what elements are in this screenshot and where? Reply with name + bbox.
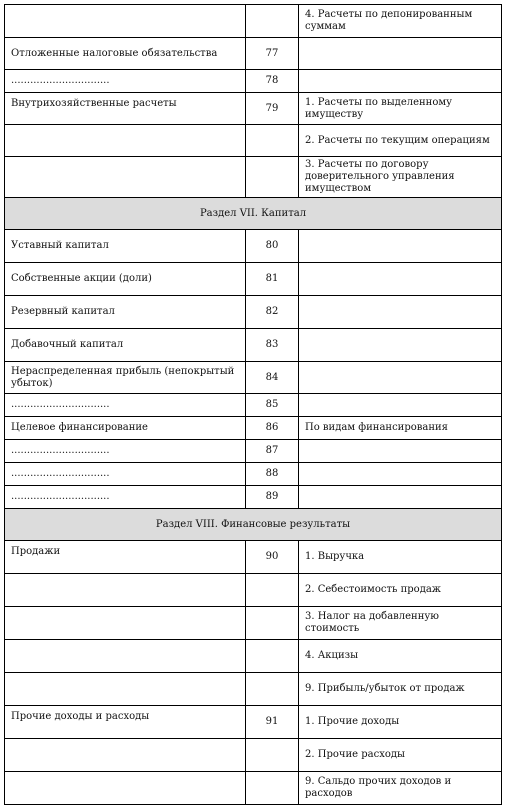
table-row <box>5 417 502 440</box>
subaccount-name: 1. Выручка <box>299 541 502 574</box>
table-row <box>5 706 502 739</box>
account-name: Целевое финансирование <box>5 417 246 440</box>
table-row <box>5 739 502 772</box>
account-name <box>5 640 246 673</box>
account-name <box>5 607 246 640</box>
account-number <box>246 607 299 640</box>
table-row <box>5 93 502 125</box>
account-number <box>246 673 299 706</box>
account-number: 84 <box>246 362 299 394</box>
section-title: Раздел VIII. Финансовые результаты <box>5 509 502 541</box>
account-number: 82 <box>246 296 299 329</box>
account-name: Продажи <box>5 541 246 574</box>
table-row <box>5 440 502 463</box>
account-name <box>5 157 246 198</box>
table-row <box>5 541 502 574</box>
table-row <box>5 574 502 607</box>
account-name: ............................... <box>5 486 246 509</box>
account-number: 78 <box>246 70 299 93</box>
table-row <box>5 329 502 362</box>
account-name <box>5 739 246 772</box>
subaccount-name <box>299 296 502 329</box>
subaccount-name <box>299 263 502 296</box>
table-row <box>5 263 502 296</box>
section-title: Раздел VII. Капитал <box>5 198 502 230</box>
table-row <box>5 157 502 198</box>
subaccount-name: 3. Расчеты по договору доверительного управления имуществом <box>299 157 502 198</box>
account-name: Прочие доходы и расходы <box>5 706 246 739</box>
section-header-row <box>5 198 502 230</box>
table-row <box>5 463 502 486</box>
subaccount-name <box>299 38 502 70</box>
account-name <box>5 772 246 805</box>
account-number <box>246 157 299 198</box>
account-number <box>246 739 299 772</box>
account-number: 88 <box>246 463 299 486</box>
subaccount-name: 2. Себестоимость продаж <box>299 574 502 607</box>
account-number <box>246 772 299 805</box>
subaccount-name: По видам финансирования <box>299 417 502 440</box>
account-number: 80 <box>246 230 299 263</box>
table-row <box>5 296 502 329</box>
account-number <box>246 640 299 673</box>
subaccount-name: 1. Расчеты по выделенному имуществу <box>299 93 502 125</box>
table-row <box>5 607 502 640</box>
account-name: ............................... <box>5 463 246 486</box>
table-body <box>5 5 502 805</box>
subaccount-name: 9. Прибыль/убыток от продаж <box>299 673 502 706</box>
account-number: 87 <box>246 440 299 463</box>
table-row <box>5 38 502 70</box>
account-number: 86 <box>246 417 299 440</box>
account-name: ............................... <box>5 70 246 93</box>
account-name <box>5 673 246 706</box>
table-row <box>5 486 502 509</box>
table-row <box>5 70 502 93</box>
subaccount-name <box>299 440 502 463</box>
account-number: 90 <box>246 541 299 574</box>
table-row <box>5 125 502 157</box>
account-name: Отложенные налоговые обязательства <box>5 38 246 70</box>
subaccount-name <box>299 230 502 263</box>
table-row <box>5 394 502 417</box>
account-name: Резервный капитал <box>5 296 246 329</box>
account-name: Уставный капитал <box>5 230 246 263</box>
subaccount-name: 3. Налог на добавленную стоимость <box>299 607 502 640</box>
account-number: 89 <box>246 486 299 509</box>
section-header-row <box>5 509 502 541</box>
subaccount-name <box>299 70 502 93</box>
account-name <box>5 5 246 38</box>
subaccount-name <box>299 362 502 394</box>
subaccount-name: 4. Акцизы <box>299 640 502 673</box>
account-number <box>246 5 299 38</box>
account-name: ............................... <box>5 394 246 417</box>
chart-of-accounts-table <box>4 4 502 805</box>
table-row <box>5 362 502 394</box>
subaccount-name <box>299 394 502 417</box>
table-row <box>5 673 502 706</box>
account-name: Добавочный капитал <box>5 329 246 362</box>
subaccount-name: 2. Прочие расходы <box>299 739 502 772</box>
subaccount-name <box>299 486 502 509</box>
subaccount-name: 2. Расчеты по текущим операциям <box>299 125 502 157</box>
subaccount-name: 1. Прочие доходы <box>299 706 502 739</box>
subaccount-name: 4. Расчеты по депонированным суммам <box>299 5 502 38</box>
account-name <box>5 125 246 157</box>
table-row <box>5 640 502 673</box>
account-number: 83 <box>246 329 299 362</box>
account-number <box>246 574 299 607</box>
account-name: Внутрихозяйственные расчеты <box>5 93 246 125</box>
account-number: 77 <box>246 38 299 70</box>
account-number <box>246 125 299 157</box>
account-number: 81 <box>246 263 299 296</box>
account-name: ............................... <box>5 440 246 463</box>
account-number: 85 <box>246 394 299 417</box>
table-row <box>5 772 502 805</box>
account-name: Собственные акции (доли) <box>5 263 246 296</box>
account-name <box>5 574 246 607</box>
subaccount-name <box>299 329 502 362</box>
account-number: 91 <box>246 706 299 739</box>
account-number: 79 <box>246 93 299 125</box>
table-row <box>5 5 502 38</box>
subaccount-name: 9. Сальдо прочих доходов и расходов <box>299 772 502 805</box>
subaccount-name <box>299 463 502 486</box>
table-row <box>5 230 502 263</box>
account-name: Нераспределенная прибыль (непокрытый убыток) <box>5 362 246 394</box>
